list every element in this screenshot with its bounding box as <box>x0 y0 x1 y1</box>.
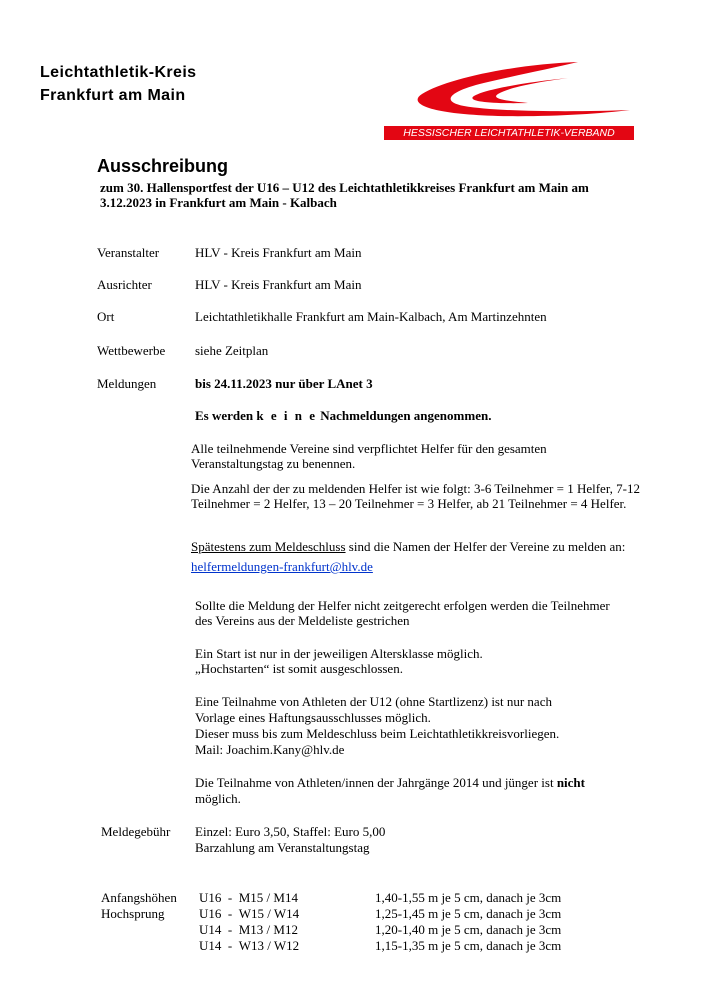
u12-para-line2: Vorlage eines Haftungsausschlusses möglich. <box>195 710 431 725</box>
subtitle-line2: 3.12.2023 in Frankfurt am Main - Kalbach <box>100 195 337 210</box>
u12-mail-line: Mail: Joachim.Kany@hlv.de <box>195 742 345 757</box>
height-row: U16 - W15 / W14 <box>199 906 300 921</box>
age-class-line2: „Hochstarten“ ist somit ausgeschlossen. <box>195 661 403 676</box>
value-veranstalter: HLV - Kreis Frankfurt am Main <box>195 245 362 260</box>
height-spec: 1,20-1,40 m je 5 cm, danach je 3cm <box>375 922 562 937</box>
height-spec: 1,15-1,35 m je 5 cm, danach je 3cm <box>375 938 562 953</box>
helper-para4-line2: des Vereins aus der Meldeliste gestrichen <box>195 613 410 628</box>
height-spec: 1,25-1,45 m je 5 cm, danach je 3cm <box>375 906 562 921</box>
helper-para1-line2: Veranstaltungstag zu benennen. <box>191 456 356 471</box>
height-row: U14 - M13 / M12 <box>199 922 298 937</box>
subtitle-line1: zum 30. Hallensportfest der U16 – U12 des Leichtathletikkreises Frankfurt am Main am <box>100 180 589 195</box>
helper-para2-line2: Teilnehmer = 2 Helfer, 13 – 20 Teilnehmer = 3 Helfer, ab 21 Teilnehmer = 4 Helfer. <box>191 496 627 511</box>
value-wettbewerbe: siehe Zeitplan <box>195 343 269 358</box>
helper-para4-line1: Sollte die Meldung der Helfer nicht zeitgerecht erfolgen werden die Teilnehmer <box>195 598 610 613</box>
no-late-entries-note: Es werden k e i n e Nachmeldungen angenommen. <box>195 408 492 423</box>
label-ort: Ort <box>97 309 115 324</box>
birthyear-line2: möglich. <box>195 791 241 806</box>
org-name-line1: Leichtathletik-Kreis <box>40 64 197 81</box>
label-hochsprung: Hochsprung <box>101 906 165 921</box>
u12-para-line1: Eine Teilnahme von Athleten der U12 (ohne Startlizenz) ist nur nach <box>195 694 552 709</box>
height-row: U14 - W13 / W12 <box>199 938 300 953</box>
hlv-logo <box>378 56 638 146</box>
label-meldungen: Meldungen <box>97 376 157 391</box>
label-veranstalter: Veranstalter <box>97 245 160 260</box>
document-title: Ausschreibung <box>97 156 229 176</box>
org-name-line2: Frankfurt am Main <box>40 87 186 104</box>
label-meldegebuehr: Meldegebühr <box>101 824 171 839</box>
label-wettbewerbe: Wettbewerbe <box>97 343 166 358</box>
logo-text-banner: HESSISCHER LEICHTATHLETIK-VERBAND <box>384 126 634 140</box>
helper-para1-line1: Alle teilnehmende Vereine sind verpflichtet Helfer für den gesamten <box>191 441 547 456</box>
height-spec: 1,40-1,55 m je 5 cm, danach je 3cm <box>375 890 562 905</box>
fee-line2: Barzahlung am Veranstaltungstag <box>195 840 370 855</box>
u12-para-line3: Dieser muss bis zum Meldeschluss beim Leichtathletikkreisvorliegen. <box>195 726 560 741</box>
helper-email-link[interactable]: helfermeldungen-frankfurt@hlv.de <box>191 559 373 574</box>
birthyear-line1: Die Teilnahme von Athleten/innen der Jahrgänge 2014 und jünger ist nicht <box>195 775 585 790</box>
label-ausrichter: Ausrichter <box>97 277 152 292</box>
age-class-line1: Ein Start ist nur in der jeweiligen Altersklasse möglich. <box>195 646 483 661</box>
height-row: U16 - M15 / M14 <box>199 890 298 905</box>
fee-line1: Einzel: Euro 3,50, Staffel: Euro 5,00 <box>195 824 386 839</box>
helper-deadline-line: Spätestens zum Meldeschluss sind die Namen der Helfer der Vereine zu melden an: <box>191 539 626 554</box>
helper-para2-line1: Die Anzahl der der zu meldenden Helfer ist wie folgt: 3-6 Teilnehmer = 1 Helfer, 7-12 <box>191 481 640 496</box>
value-ort: Leichtathletikhalle Frankfurt am Main-Kalbach, Am Martinzehnten <box>195 309 547 324</box>
value-meldungen: bis 24.11.2023 nur über LAnet 3 <box>195 376 373 391</box>
label-anfangshoehen: Anfangshöhen <box>101 890 177 905</box>
value-ausrichter: HLV - Kreis Frankfurt am Main <box>195 277 362 292</box>
